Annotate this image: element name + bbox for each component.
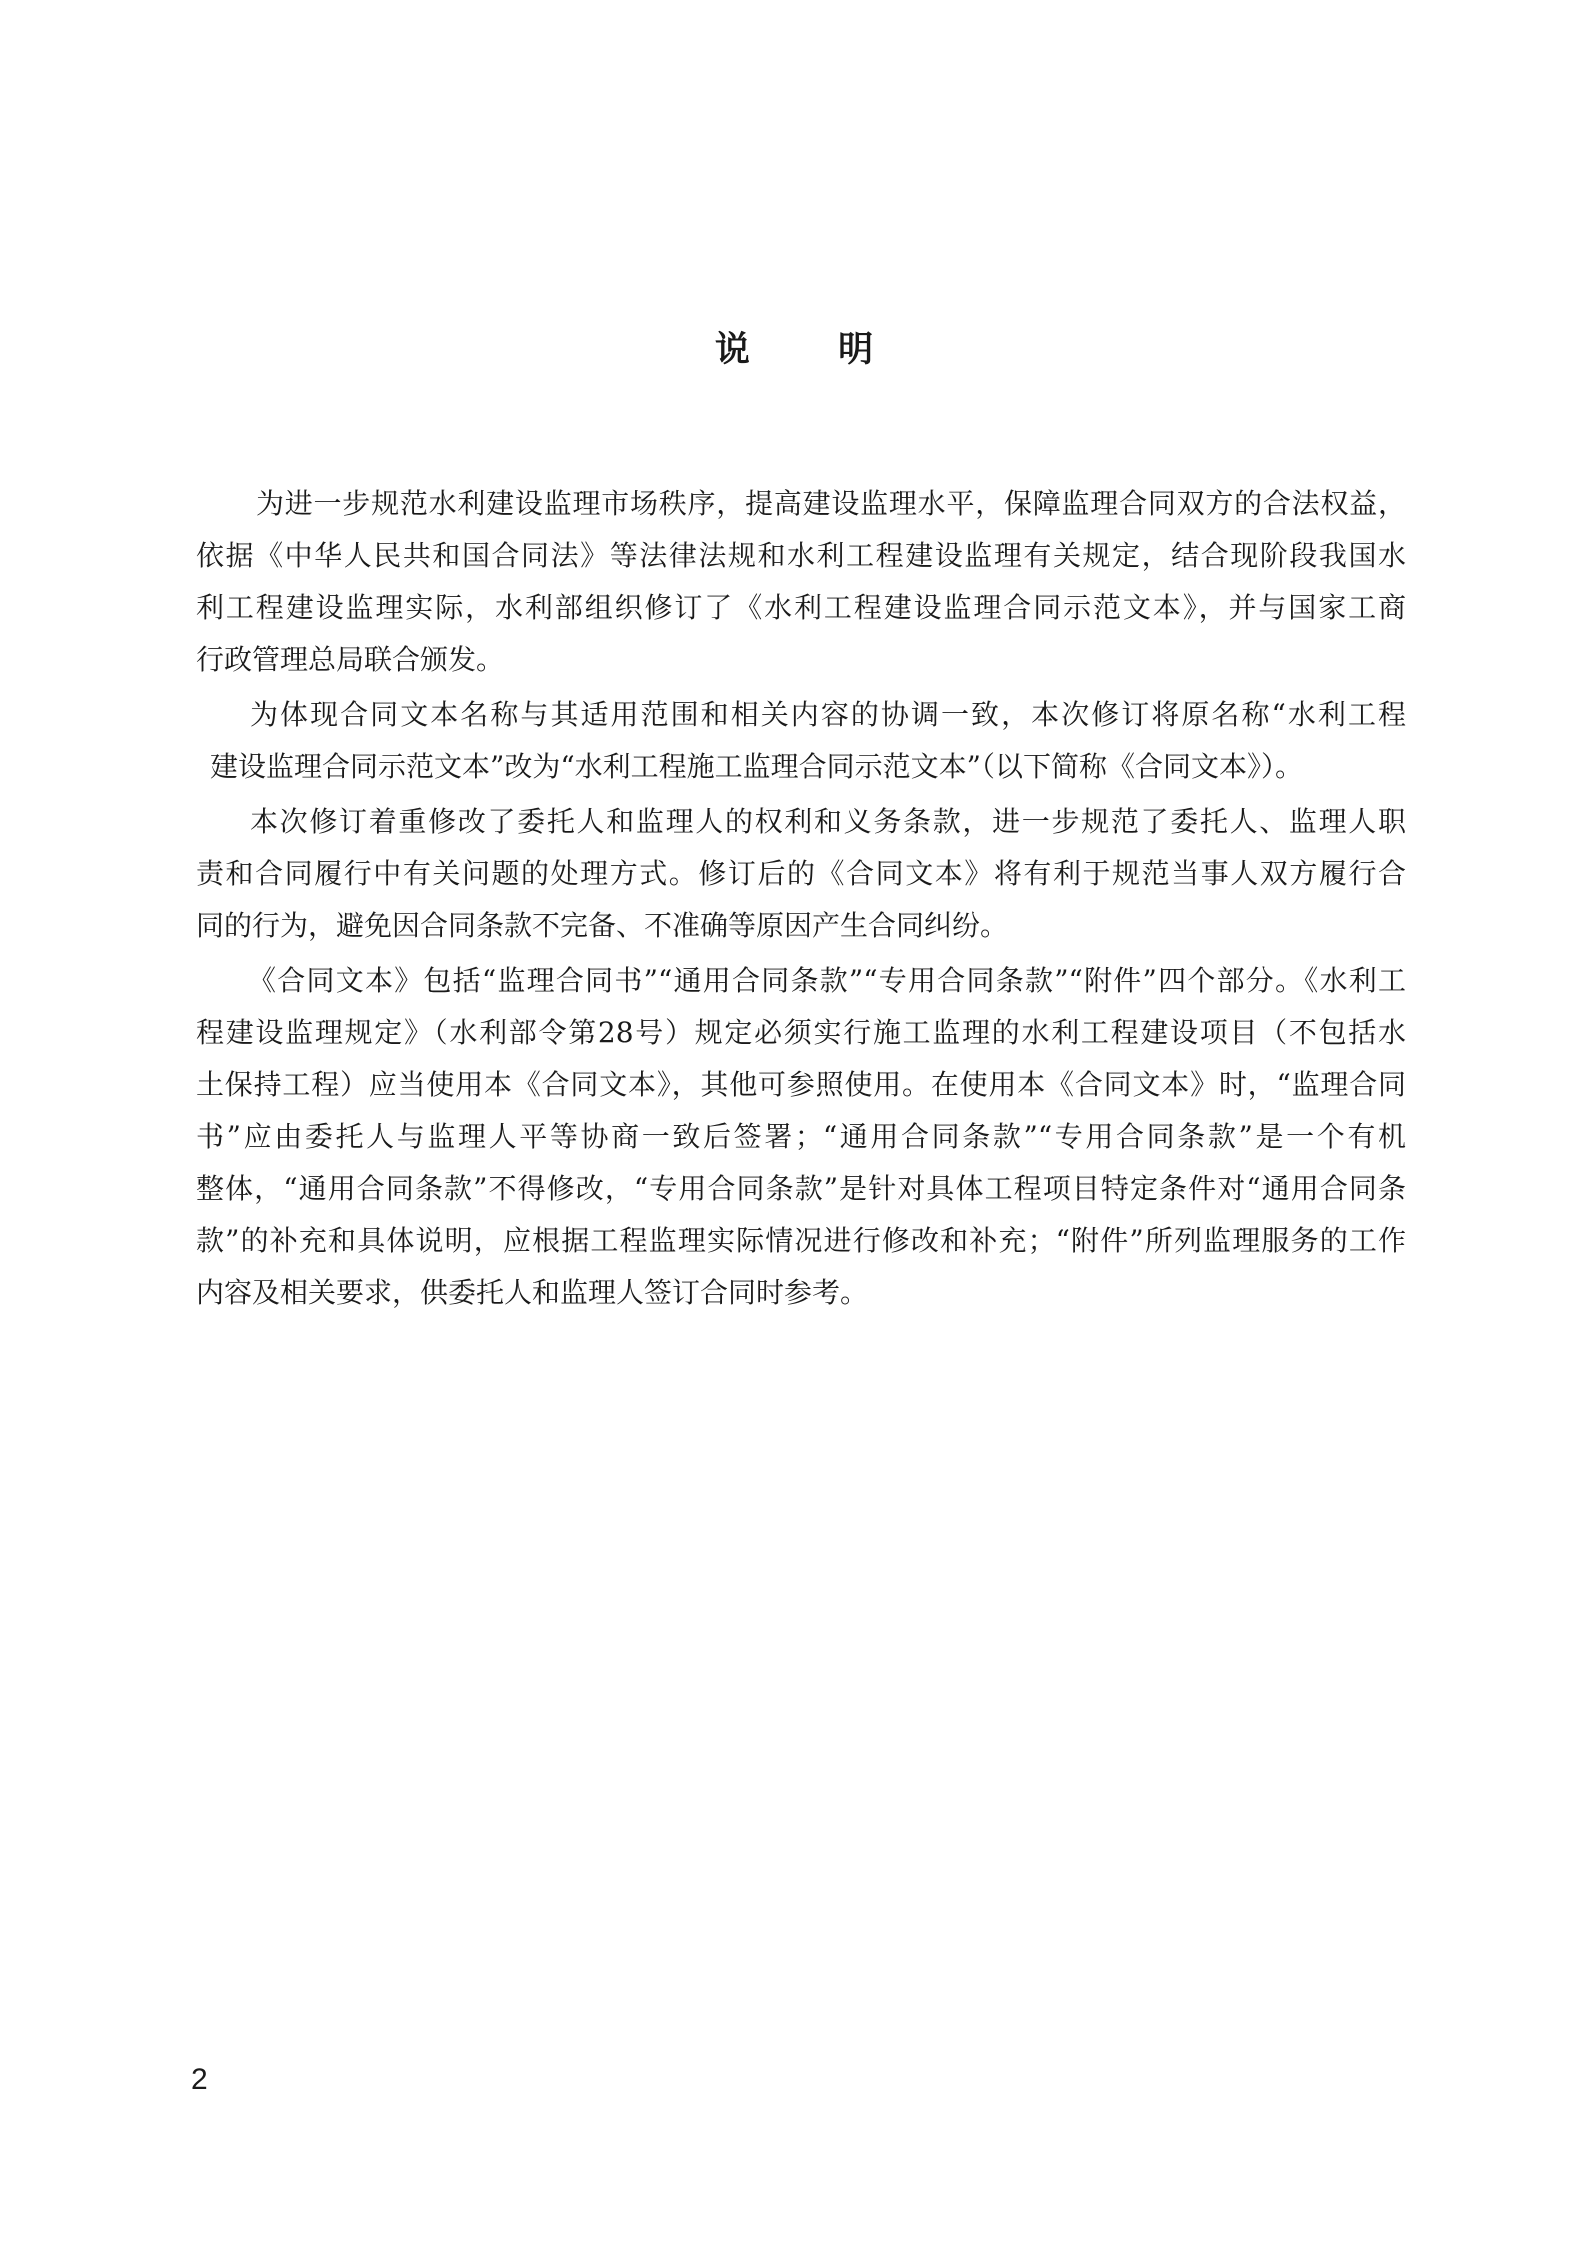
text-line: 内容及相关要求，供委托人和监理人签订合同时参考。 — [196, 1276, 869, 1309]
text-line: 为体现合同文本名称与其适用范围和相关内容的协调一致，本次修订将原名称“水利工程 — [250, 698, 1406, 731]
paragraph — [196, 796, 1406, 952]
text-line: 整体，“通用合同条款”不得修改，“专用合同条款”是针对具体工程项目特定条件对“通用合同条 — [196, 1172, 1406, 1205]
text-line: 同的行为，避免因合同条款不完备、不准确等原因产生合同纠纷。 — [196, 909, 1009, 942]
text-line: 行政管理总局联合颁发。 — [196, 643, 505, 676]
text-line: 书”应由委托人与监理人平等协商一致后签署；“通用合同条款”“专用合同条款”是一个有机 — [196, 1120, 1406, 1153]
text-line: 利工程建设监理实际，水利部组织修订了《水利工程建设监理合同示范文本》，并与国家工商 — [196, 591, 1406, 624]
text-line: 建设监理合同示范文本”改为“水利工程施工监理合同示范文本”（以下简称《合同文本》）。 — [210, 750, 1303, 783]
document-body — [196, 478, 1406, 1319]
text-line: 款”的补充和具体说明，应根据工程监理实际情况进行修改和补充；“附件”所列监理服务的工作 — [196, 1224, 1406, 1257]
page-number: 2 — [191, 2063, 208, 2096]
paragraph — [196, 478, 1406, 686]
paragraph — [196, 689, 1406, 793]
text-line: 本次修订着重修改了委托人和监理人的权利和义务条款，进一步规范了委托人、监理人职 — [250, 805, 1406, 838]
text-line: 依据《中华人民共和国合同法》等法律法规和水利工程建设监理有关规定，结合现阶段我国水 — [196, 539, 1406, 572]
text-line: 土保持工程）应当使用本《合同文本》，其他可参照使用。在使用本《合同文本》时，“监理合同 — [196, 1068, 1406, 1101]
paragraph — [196, 955, 1406, 1319]
text-line: 为进一步规范水利建设监理市场秩序，提高建设监理水平，保障监理合同双方的合法权益， — [256, 487, 1406, 520]
text-line: 程建设监理规定》（水利部令第28号）规定必须实行施工监理的水利工程建设项目（不包括水 — [196, 1016, 1406, 1049]
page-title: 说 明 — [714, 329, 912, 370]
text-line: 责和合同履行中有关问题的处理方式。修订后的《合同文本》将有利于规范当事人双方履行合 — [196, 857, 1406, 890]
text-line: 《合同文本》包括“监理合同书”“通用合同条款”“专用合同条款”“附件”四个部分。《水利工 — [248, 964, 1406, 997]
